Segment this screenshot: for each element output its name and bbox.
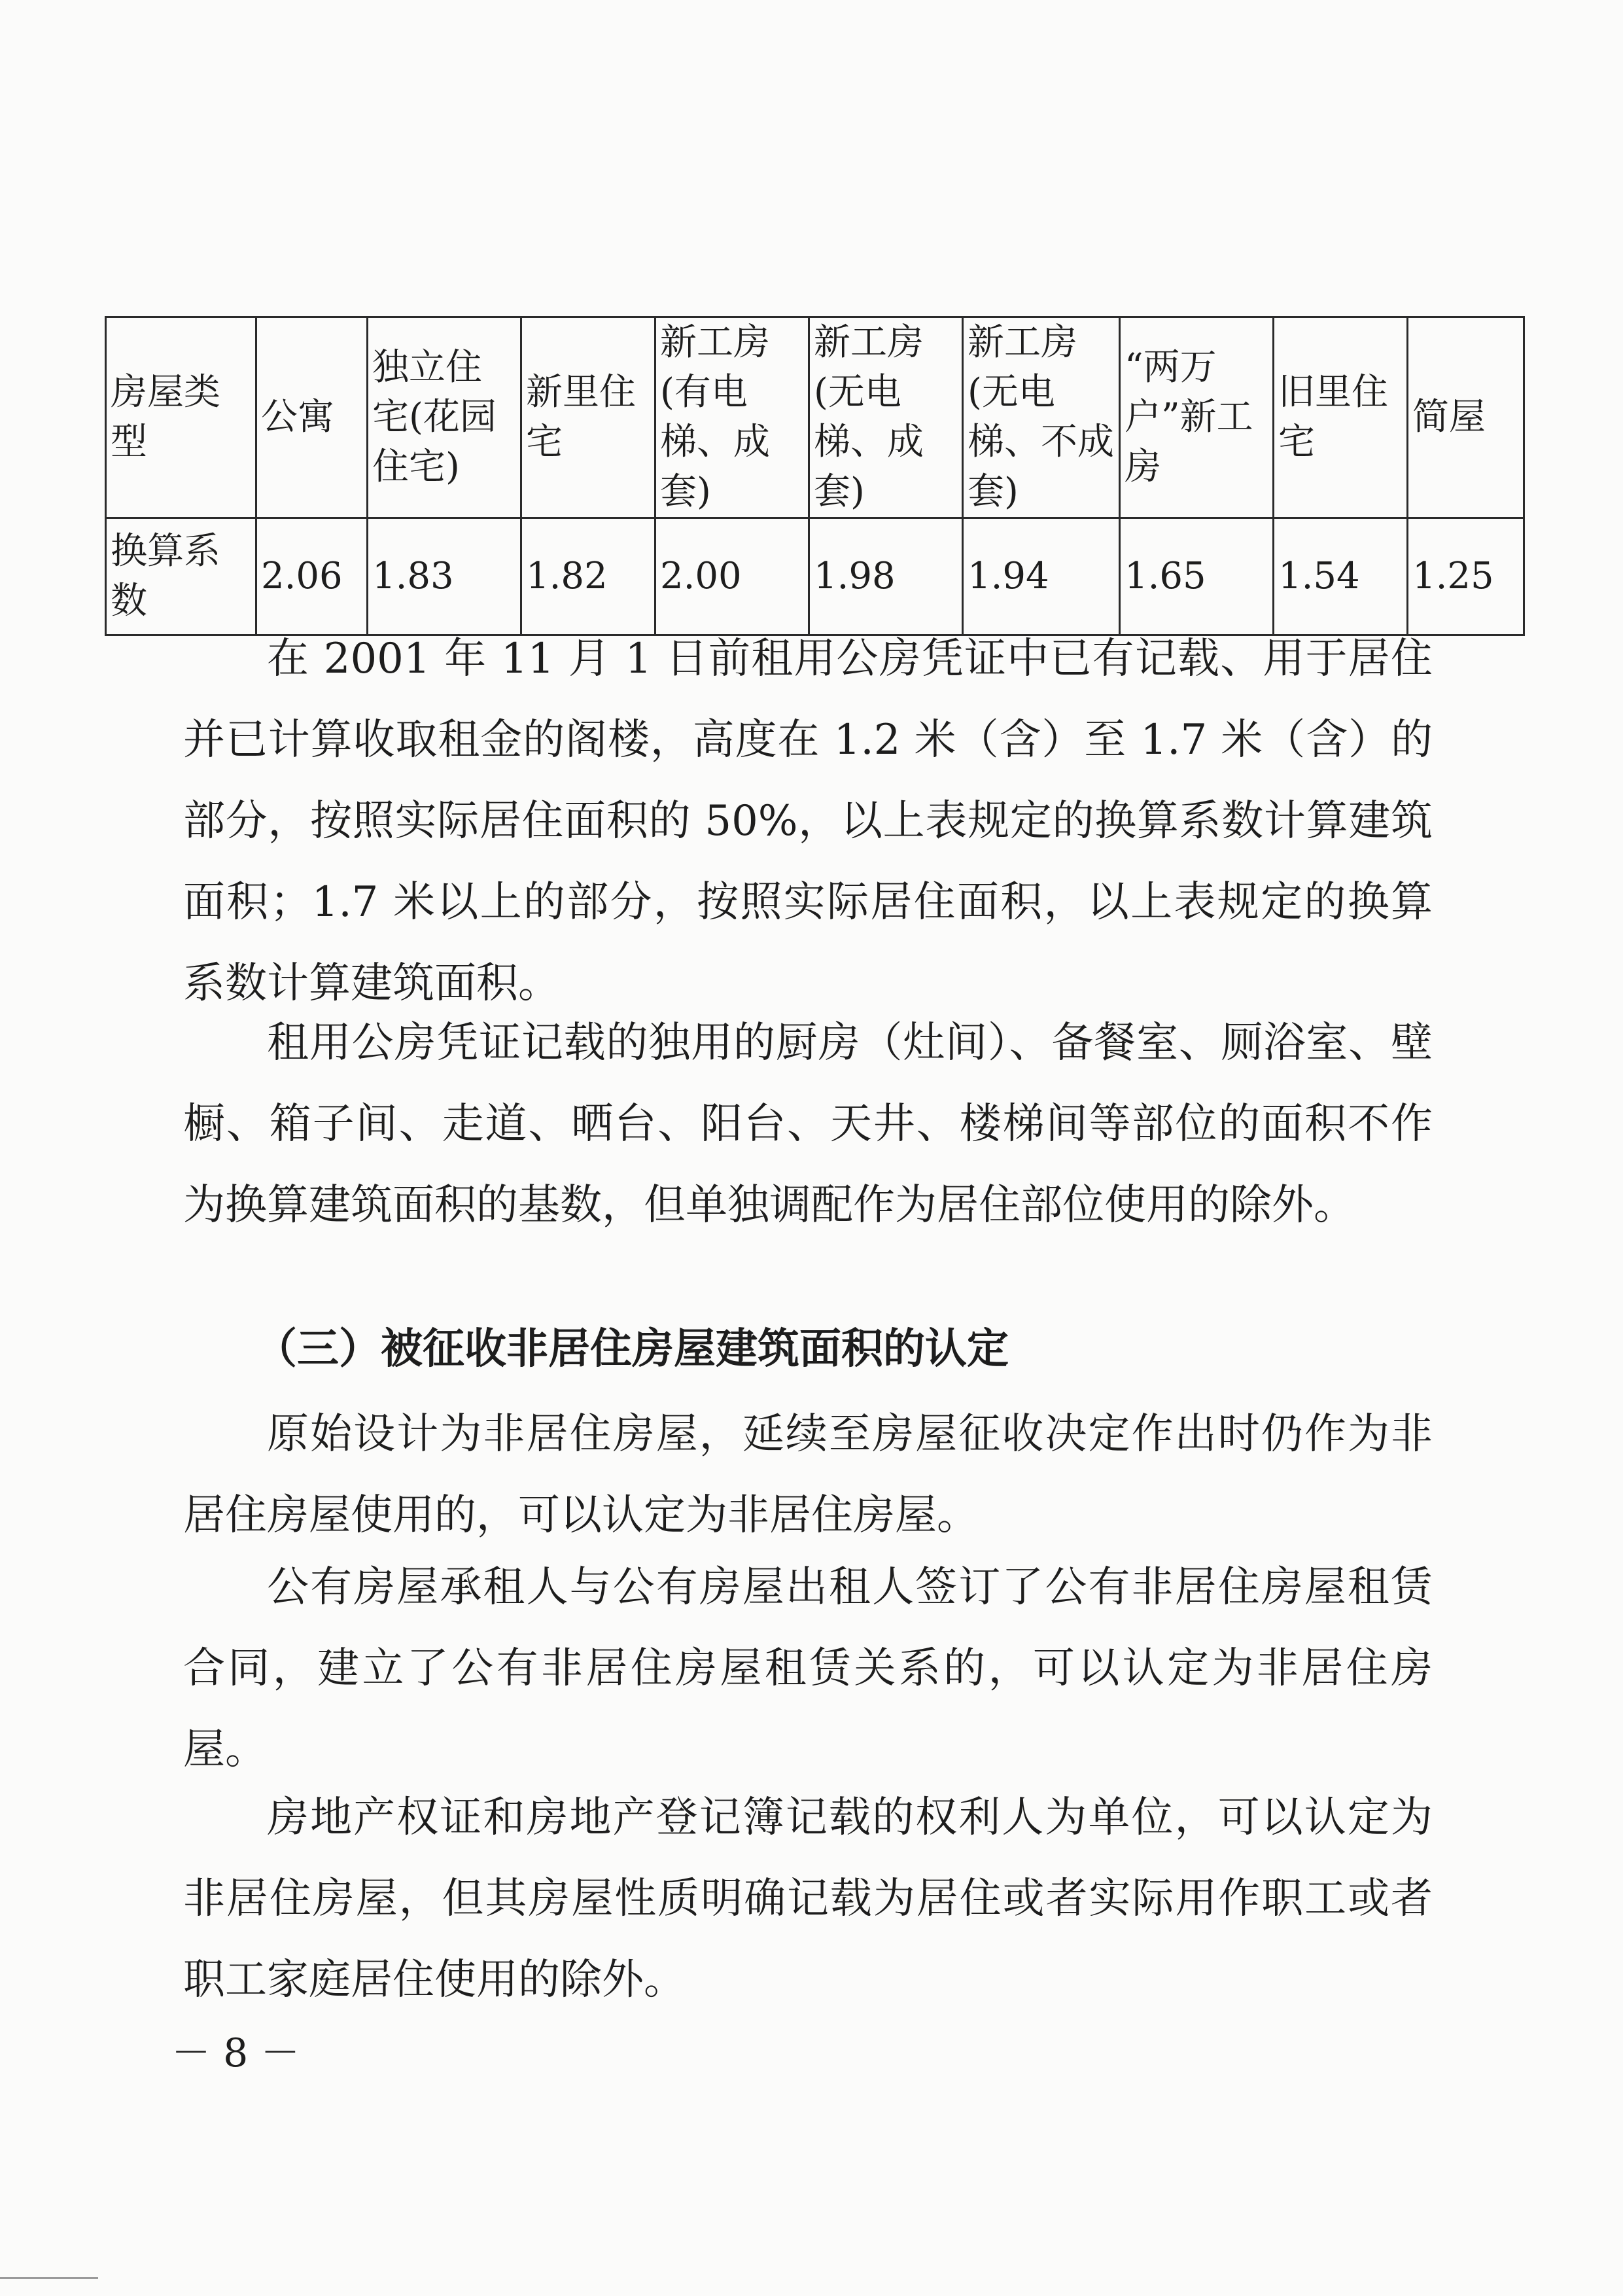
- header-cell: “两万 户”新工 房: [1120, 317, 1274, 518]
- header-label-cell: 房屋类 型: [106, 317, 256, 518]
- paragraph-property-certificate: 房地产权证和房地产登记簿记载的权利人为单位，可以认定为非居住房屋，但其房屋性质明确记载为居住或者实际用作职工或者职工家庭居住使用的除外。: [183, 1793, 1433, 2004]
- header-cell: 新里住 宅: [521, 317, 655, 518]
- value-cell: 1.98: [809, 518, 963, 635]
- paragraph-attic-area: 在 2001 年 11 月 1 日前租用公房凭证中已有记载、用于居住并已计算收取租金的阁楼，高度在 1.2 米（含）至 1.7 米（含）的部分，按照实际居住面积的 50%，以上表规定的换算系数计算建筑面积；1.7 米以上的部分，按照实际居住面积，以上表规定的换算系数计算建筑面积。: [183, 635, 1433, 1008]
- value-cell: 1.94: [963, 518, 1120, 635]
- paragraph-original-design: 原始设计为非居住房屋，延续至房屋征收决定作出时仍作为非居住房屋使用的，可以认定为非居住房屋。: [183, 1410, 1433, 1540]
- value-cell: 1.65: [1120, 518, 1274, 635]
- table-value-row: [106, 518, 1524, 635]
- paragraph-lease-contract: 公有房屋承租人与公有房屋出租人签订了公有非居住房屋租赁合同，建立了公有非居住房屋租赁关系的，可以认定为非居住房屋。: [183, 1563, 1433, 1774]
- row-label-cell: 换算系 数: [106, 518, 256, 635]
- paragraph-excluded-parts: 租用公房凭证记载的独用的厨房（灶间）、备餐室、厕浴室、壁橱、箱子间、走道、晒台、阳台、天井、楼梯间等部位的面积不作为换算建筑面积的基数，但单独调配作为居住部位使用的除外。: [183, 1019, 1433, 1229]
- header-cell: 公寓: [256, 317, 368, 518]
- value-cell: 1.25: [1408, 518, 1524, 635]
- header-cell: 新工房 (无电 梯、不成 套): [963, 317, 1120, 518]
- value-cell: 2.00: [655, 518, 809, 635]
- table-header-row: [106, 317, 1524, 518]
- header-cell: 新工房 (有电 梯、成 套): [655, 317, 809, 518]
- header-cell: 新工房 (无电 梯、成 套): [809, 317, 963, 518]
- section-heading: （三）被征收非居住房屋建筑面积的认定: [255, 1325, 1009, 1373]
- value-cell: 1.83: [368, 518, 521, 635]
- scan-edge-line: [0, 2277, 98, 2279]
- header-cell: 旧里住 宅: [1274, 317, 1408, 518]
- header-cell: 简屋: [1408, 317, 1524, 518]
- page-number: － 8 －: [171, 2030, 300, 2076]
- value-cell: 1.54: [1274, 518, 1408, 635]
- conversion-coefficient-table: [105, 316, 1525, 636]
- header-cell: 独立住 宅(花园 住宅): [368, 317, 521, 518]
- value-cell: 2.06: [256, 518, 368, 635]
- value-cell: 1.82: [521, 518, 655, 635]
